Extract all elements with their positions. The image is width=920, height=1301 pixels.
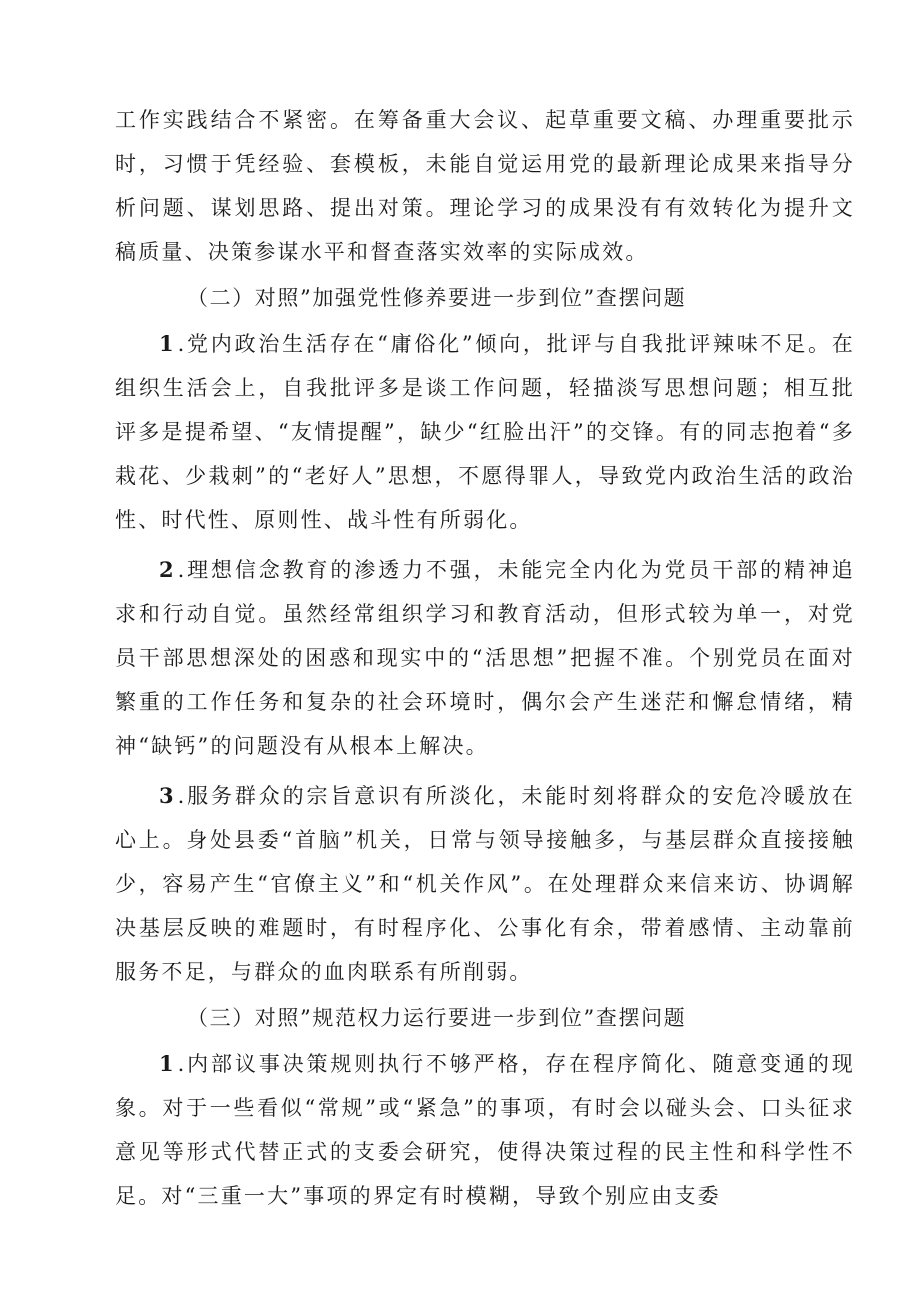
list-item-3-1 [115,1042,855,1218]
document-body [115,98,855,1218]
item-number: 1 [159,331,174,356]
item-text: .理想信念教育的渗透力不强，未能完全内化为党员干部的精神追求和行动自觉。虽然经常组织学习和教育活动，但形式较为单一，对党员干部思想深处的困惑和现实中的“活思想”把握不准。个别党员在面对繁重的工作任务和复杂的社会环境时，偶尔会产生迷茫和懈怠情绪，精神“缺钙”的问题没有从根本上解决。 [115,558,855,758]
item-text: .内部议事决策规则执行不够严格，存在程序简化、随意变通的现象。对于一些看似“常规”或“紧急”的事项，有时会以碰头会、口头征求意见等形式代替正式的支委会研究，使得决策过程的民主性和科学性不足。对“三重一大”事项的界定有时模糊，导致个别应由支委 [115,1052,855,1208]
list-item-2-1 [115,322,855,542]
item-text: .服务群众的宗旨意识有所淡化，未能时刻将群众的安危冷暖放在心上。身处县委“首脑”机关，日常与领导接触多，与基层群众直接接触少，容易产生“官僚主义”和“机关作风”。在处理群众来信来访、协调解决基层反映的难题时，有时程序化、公事化有余，带着感情、主动靠前服务不足，与群众的血肉联系有所削弱。 [115,784,855,984]
list-item-2-3 [115,774,855,994]
section-heading-2: （二）对照”加强党性修养要进一步到位”查摆问题 [187,286,687,310]
item-text: .党内政治生活存在“庸俗化”倾向，批评与自我批评辣味不足。在组织生活会上，自我批评多是谈工作问题，轻描淡写思想问题；相互批评多是提希望、“友情提醒”，缺少“红脸出汗”的交锋。有的同志抱着“多栽花、少栽刺”的“老好人”思想，不愿得罪人，导致党内政治生活的政治性、时代性、原则性、战斗性有所弱化。 [115,332,855,532]
item-number: 3 [159,783,174,808]
item-number: 1 [159,1051,174,1076]
section-heading-3: （三）对照”规范权力运行要进一步到位”查摆问题 [187,1006,687,1030]
list-item-2-2 [115,548,855,768]
paragraph-continuation: 工作实践结合不紧密。在筹备重大会议、起草重要文稿、办理重要批示时，习惯于凭经验、套模板，未能自觉运用党的最新理论成果来指导分析问题、谋划思路、提出对策。理论学习的成果没有有效转化为提升文稿质量、决策参谋水平和督查落实效率的实际成效。 [115,108,855,264]
item-number: 2 [159,557,174,582]
